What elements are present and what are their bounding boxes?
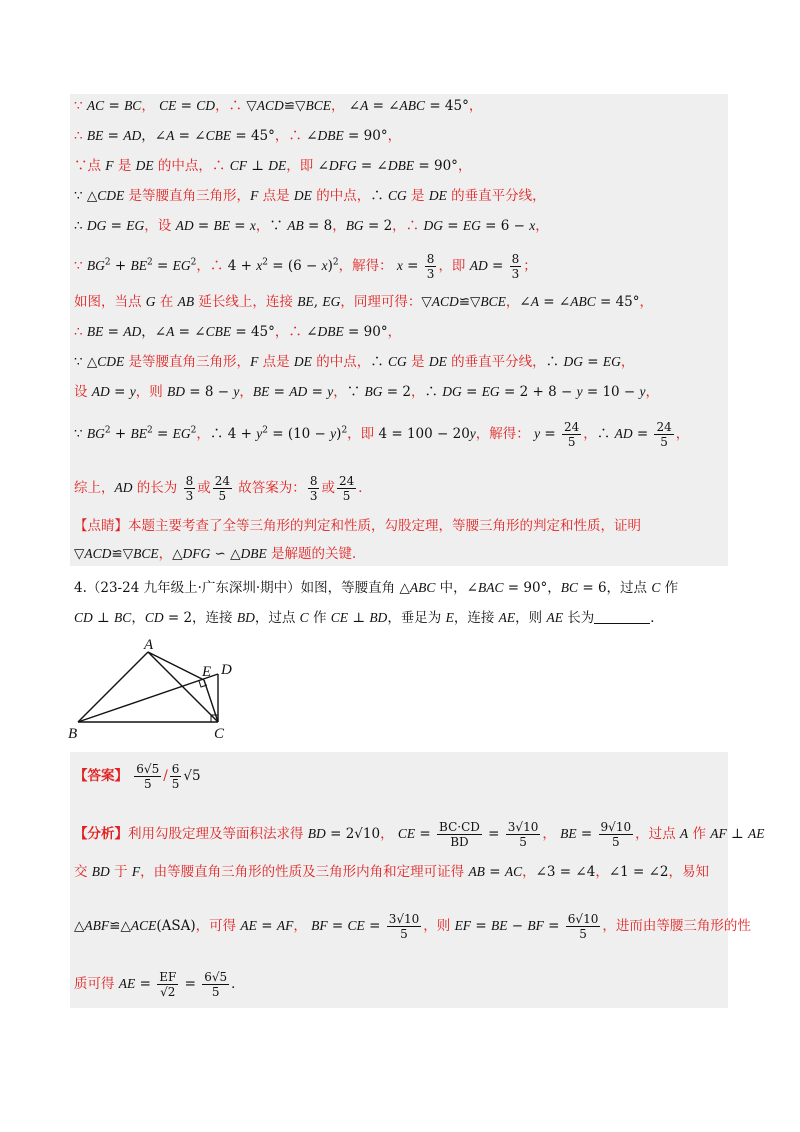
solution-line-5: ∴ DG = EG，设 AD = BE = x，∵ AB = 8，BG = 2，∴ DG = EG = 6 − x，: [74, 218, 549, 234]
answer-tag: 【答案】: [74, 768, 128, 784]
solution-line-6: ∵ $BG^2 + BE^2 = EG^2$，∴ $4 + x^2 = (6 - x)^2$，解得： x = $\frac{8}{3}$ ，即 AD = $\frac{8}{3}$ ；: [74, 252, 537, 281]
answer-blank[interactable]: [594, 609, 650, 624]
answer-line: 【答案】 $\frac{6√5}{5}$ / $\frac{6}{5}$ √5: [74, 762, 201, 791]
segment-ae: [148, 652, 204, 680]
question-line-2: CD ⊥ BC，CD = 2，连接 BD，过点 C 作 CE ⊥ BD，垂足为 E，连接 AE，则 AE 长为 ．: [74, 610, 664, 626]
label-e: E: [202, 664, 212, 680]
solution-line-12: 综上，AD 的长为 $\frac{8}{3}$ 或 $\frac{24}{5}$ 故答案为： $\frac{8}{3}$ 或 $\frac{24}{5}$ ．: [74, 474, 372, 503]
analysis-line-3: △ABF≌△ACE(ASA)，可得 AE = AF， BF = CE = $\frac{3√10}{5}$ ，则 EF = BE − BF = $\frac{6√10}{5}$ ，进而由等腰三角形的性: [74, 912, 751, 941]
solution-line-11: ∵ $BG^2 + BE^2 = EG^2$，∴ $4 + y^2 = (10 - y)^2$，即 4 = 100 − 20y，解得： y = $\frac{24}{5}$ ，∴ AD = $\frac{24}{5}$ ，: [74, 420, 690, 449]
segment-bd: [78, 674, 218, 722]
geometry-figure: [66, 636, 246, 748]
segment-ac: [148, 652, 218, 722]
analysis-tag: 【分析】: [74, 826, 128, 842]
analysis-line-2: 交 BD 于 F，由等腰直角三角形的性质及三角形内角和定理可证得 AB = AC，∠3 = ∠4，∠1 = ∠2，易知: [74, 864, 710, 880]
remark-line-1: [74, 516, 734, 536]
label-c: C: [214, 726, 225, 742]
solution-line-9: ∵ △CDE 是等腰直角三角形，F 点是 DE 的中点，∴ CG 是 DE 的垂直平分线，∴ DG = EG，: [74, 354, 635, 370]
solution-line-10: 设 AD = y，则 BD = 8 − y，BE = AD = y，∵ BG = 2，∴ DG = EG = 2 + 8 − y = 10 − y，: [74, 384, 660, 400]
solution-line-4: ∵ △CDE 是等腰直角三角形，F 点是 DE 的中点，∴ CG 是 DE 的垂直平分线，: [74, 188, 546, 204]
solution-line-3: ∵点 F 是 DE 的中点，∴ CF ⊥ DE，即 ∠DFG = ∠DBE = 90°，: [74, 158, 472, 174]
analysis-line-4: 质可得 AE = $\frac{EF}{√2}$ = $\frac{6√5}{5}$ ．: [74, 970, 245, 999]
label-b: B: [68, 726, 78, 742]
solution-line-1: ∵ AC = BC， CE = CD，∴ ▽ACD≌▽BCE， ∠A = ∠ABC = 45°，: [74, 98, 483, 114]
solution-line-8: ∴ BE = AD，∠A = ∠CBE = 45°，∴ ∠DBE = 90°，: [74, 324, 402, 340]
remark-text: 【点睛】本题主要考查了全等三角形的判定和性质，勾股定理，等腰三角形的判定和性质，证明: [74, 518, 641, 534]
solution-line-7: 如图，当点 G 在 AB 延长线上，连接 BE, EG，同理可得：▽ACD≌▽BCE，∠A = ∠ABC = 45°，: [74, 294, 654, 310]
analysis-line-1: 【分析】利用勾股定理及等面积法求得 BD = 2√10， CE = $\frac{BC\cdot CD}{BD}$ = $\frac{3√10}{5}$ ， BE = $\frac{9√10}{5}$ ，过点 A 作 AF ⊥ AE: [74, 820, 765, 849]
label-d: D: [221, 662, 232, 678]
remark-line-2: ▽ACD≌▽BCE，△DFG ∽ △DBE 是解题的关键．: [74, 546, 366, 562]
segment-ab: [78, 652, 148, 722]
label-a: A: [144, 637, 154, 653]
question-line-1: 4.（23-24 九年级上·广东深圳·期中）如图，等腰直角 △ABC 中，∠BAC = 90°，BC = 6，过点 C 作: [74, 580, 679, 596]
solution-line-2: ∴ BE = AD，∠A = ∠CBE = 45°，∴ ∠DBE = 90°，: [74, 128, 402, 144]
